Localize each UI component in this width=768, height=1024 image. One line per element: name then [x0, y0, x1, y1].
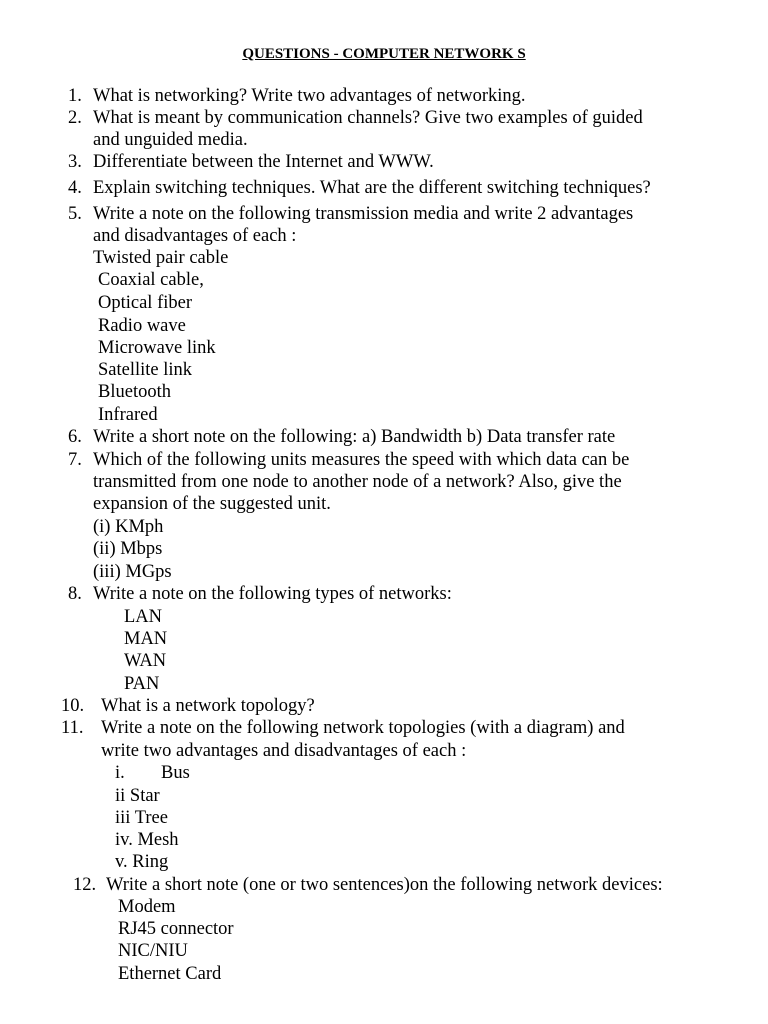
- question-text: write two advantages and disadvantages of each :: [101, 741, 467, 761]
- list-item: Twisted pair cable: [93, 248, 229, 268]
- question-text: What is networking? Write two advantages of networking.: [93, 86, 526, 106]
- question-number: 12.: [73, 875, 97, 895]
- question-number: 5.: [68, 204, 82, 224]
- question-number: 1.: [68, 86, 82, 106]
- list-marker: i.: [115, 763, 125, 783]
- question-text: Write a short note (one or two sentences)on the following network devices:: [106, 875, 663, 895]
- question-number: 7.: [68, 450, 82, 470]
- list-item: RJ45 connector: [118, 919, 234, 939]
- list-item: PAN: [124, 674, 160, 694]
- question-number: 10.: [61, 696, 85, 716]
- list-item: Bluetooth: [98, 382, 171, 402]
- question-number: 8.: [68, 584, 82, 604]
- list-item: v. Ring: [115, 852, 169, 872]
- question-number: 11.: [61, 718, 84, 738]
- list-item: Radio wave: [98, 316, 186, 336]
- question-text: What is meant by communication channels? Give two examples of guided: [93, 108, 643, 128]
- question-text: Explain switching techniques. What are the different switching techniques?: [93, 178, 651, 198]
- list-item: Optical fiber: [98, 293, 192, 313]
- list-item: Infrared: [98, 405, 158, 425]
- list-item: Coaxial cable,: [98, 270, 204, 290]
- question-text: transmitted from one node to another node of a network? Also, give the: [93, 472, 622, 492]
- document-title: QUESTIONS - COMPUTER NETWORK S: [242, 46, 526, 62]
- list-item: (iii) MGps: [93, 562, 172, 582]
- list-item: ii Star: [115, 786, 160, 806]
- list-item: LAN: [124, 607, 163, 627]
- list-item: Bus: [161, 763, 190, 783]
- list-item: iv. Mesh: [115, 830, 179, 850]
- question-number: 3.: [68, 152, 82, 172]
- question-text: What is a network topology?: [101, 696, 315, 716]
- list-item: Modem: [118, 897, 176, 917]
- question-number: 6.: [68, 427, 82, 447]
- question-text: Write a note on the following network topologies (with a diagram) and: [101, 718, 625, 738]
- list-item: (ii) Mbps: [93, 539, 163, 559]
- list-item: Satellite link: [98, 360, 193, 380]
- question-text: Write a short note on the following: a) Bandwidth b) Data transfer rate: [93, 427, 616, 447]
- list-item: WAN: [124, 651, 167, 671]
- list-item: Microwave link: [98, 338, 216, 358]
- question-text: and unguided media.: [93, 130, 248, 150]
- list-item: iii Tree: [115, 808, 168, 828]
- question-number: 2.: [68, 108, 82, 128]
- list-item: Ethernet Card: [118, 964, 222, 984]
- question-text: expansion of the suggested unit.: [93, 494, 331, 514]
- question-text: Write a note on the following transmission media and write 2 advantages: [93, 204, 634, 224]
- question-text: Differentiate between the Internet and WWW.: [93, 152, 434, 172]
- list-item: NIC/NIU: [118, 941, 188, 961]
- list-item: (i) KMph: [93, 517, 164, 537]
- question-text: Which of the following units measures the speed with which data can be: [93, 450, 630, 470]
- question-text: Write a note on the following types of networks:: [93, 584, 452, 604]
- list-item: MAN: [124, 629, 168, 649]
- question-text: and disadvantages of each :: [93, 226, 297, 246]
- question-number: 4.: [68, 178, 82, 198]
